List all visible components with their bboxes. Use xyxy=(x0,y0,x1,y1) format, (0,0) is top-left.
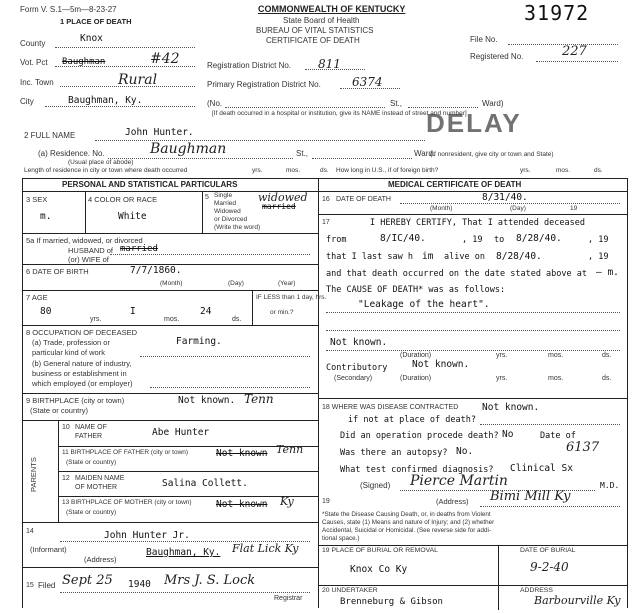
age-label: 7 AGE xyxy=(26,293,48,302)
cause-dur-yrs: yrs. xyxy=(496,352,508,359)
sex-value: m. xyxy=(40,211,52,222)
dob-year: (Year) xyxy=(278,280,296,287)
occupation-label: 8 OCCUPATION OF DECEASED xyxy=(26,328,137,337)
cause-dur-mos: mos. xyxy=(548,352,564,359)
registrar-signature: Mrs J. S. Lock xyxy=(164,573,256,588)
file-no-label: File No. xyxy=(470,35,498,44)
vot-pct-label: Vot. Pct xyxy=(20,58,48,67)
delay-stamp: DELAY xyxy=(426,108,522,138)
registered-no-label: Registered No. xyxy=(470,52,524,61)
burial-date-label: DATE OF BURIAL xyxy=(520,547,576,554)
registrar-label: Registrar xyxy=(274,595,303,602)
md-label: M.D. xyxy=(600,481,620,490)
certificate-title: CERTIFICATE OF DEATH xyxy=(266,36,360,45)
us-yrs: yrs. xyxy=(520,167,531,174)
father-value: Abe Hunter xyxy=(152,427,210,438)
certify-num: 17 xyxy=(322,219,330,226)
occ-b-line2: business or establishment in xyxy=(32,369,127,378)
informant-label: (Informant) xyxy=(30,545,67,554)
marital-single: Single xyxy=(214,192,233,199)
dod-19: 19 xyxy=(570,205,578,212)
full-name-label: 2 FULL NAME xyxy=(24,131,76,140)
occupation-value: Farming. xyxy=(176,336,222,347)
length-mos: mos. xyxy=(286,167,301,174)
cause-label: The CAUSE OF DEATH* was as follows: xyxy=(326,285,506,295)
mother-bp-typed: Not known xyxy=(216,499,268,510)
operation-label: Did an operation procede death? xyxy=(340,431,499,441)
from-19: , 19 xyxy=(462,235,483,245)
footnote-3: Accidental, Suicidal or Homicidal. (See reverse side for addi- xyxy=(322,527,492,534)
city-no-label: (No. xyxy=(207,99,223,108)
usual-place: (Usual place of abode) xyxy=(68,159,134,166)
wife-label: (or) WIFE of xyxy=(68,255,109,264)
length-residence: Length of residence in city or town where death occurred xyxy=(24,167,188,174)
filed-date: Sept 25 xyxy=(62,573,113,588)
dod-value: 8/31/40. xyxy=(482,192,528,203)
mother-value: Salina Collett. xyxy=(162,478,248,489)
father-bp-hw: Tenn xyxy=(276,443,304,456)
cause-dur-ds: ds. xyxy=(602,352,612,359)
from-label: from xyxy=(326,235,347,245)
med-date-label: 19 xyxy=(322,498,330,505)
contributory-value: Not known. xyxy=(412,359,470,370)
med-address-value: Bimi Mill Ky xyxy=(490,489,571,504)
marital-num: 5 xyxy=(205,194,209,201)
personal-section-title: PERSONAL AND STATISTICAL PARTICULARS xyxy=(62,180,238,189)
father-bp-typed: Not known xyxy=(216,448,268,459)
board-title: State Board of Health xyxy=(283,16,360,25)
county-label: County xyxy=(20,39,46,48)
city-st-label: St., xyxy=(390,99,403,108)
filed-label: Filed xyxy=(38,581,56,590)
last-saw-label: that I last saw h xyxy=(326,252,413,262)
to-label: to xyxy=(494,235,505,245)
medical-section-title: MEDICAL CERTIFICATE OF DEATH xyxy=(388,180,522,189)
undertaker-value: Brenneburg & Gibson xyxy=(340,597,443,607)
mother-bp-hw: Ky xyxy=(280,495,294,508)
marital-struck: married xyxy=(262,202,296,211)
birthplace-typed: Not known. xyxy=(178,395,236,406)
sex-label: 3 SEX xyxy=(26,195,48,204)
contrib-duration-label: (Duration) xyxy=(400,375,432,382)
dod-label: DATE OF DEATH xyxy=(336,196,391,203)
to-value: 8/28/40. xyxy=(516,233,562,244)
birthplace-sub: (State or country) xyxy=(30,406,88,415)
certify-text: I HEREBY CERTIFY, That I attended deceased xyxy=(370,218,585,228)
cause-value: "Leakage of the heart". xyxy=(358,299,490,310)
mother-num: 12 xyxy=(62,475,70,482)
city-value: Baughman, Ky. xyxy=(68,95,143,106)
age-ds-unit: ds. xyxy=(232,316,242,323)
inc-town-value: Rural xyxy=(118,72,158,88)
dob-day: (Day) xyxy=(228,280,244,287)
signed-label: (Signed) xyxy=(360,481,391,490)
occ-b-line3: which employed (or employer) xyxy=(32,379,133,388)
autopsy-label: Was there an autopsy? xyxy=(340,448,448,458)
footnote-4: tional space.) xyxy=(322,535,360,542)
father-bp-sub: (State or country) xyxy=(66,459,117,466)
alive-19: , 19 xyxy=(588,252,609,262)
address-hw: Flat Lick Ky xyxy=(232,542,299,555)
test-value: Clinical Sx xyxy=(510,463,573,474)
vot-pct-value: #42 xyxy=(150,51,180,67)
color-label: 4 COLOR OR RACE xyxy=(88,195,158,204)
residence-label: (a) Residence. No. xyxy=(38,149,105,158)
age-mos: I xyxy=(130,306,136,317)
contributory-label: Contributory xyxy=(326,363,388,373)
alive-on-value: 8/28/40. xyxy=(496,251,542,262)
cause-duration-value: Not known. xyxy=(330,337,388,348)
alive-on-label: alive on xyxy=(444,252,485,262)
spouse-label: 5a If married, widowed, or divorced xyxy=(26,236,143,245)
operation-date: 6137 xyxy=(566,440,600,455)
residence-st: St., xyxy=(296,149,309,158)
reg-district-value: 811 xyxy=(318,57,341,71)
test-label: What test confirmed diagnosis? xyxy=(340,465,494,475)
age-mos-unit: mos. xyxy=(164,316,180,323)
length-ds: ds. xyxy=(320,167,329,174)
death-at-value: — m. xyxy=(596,267,619,278)
inc-town-label: Inc. Town xyxy=(20,78,54,87)
husband-value: married xyxy=(120,244,158,254)
commonwealth-title: COMMONWEALTH OF KENTUCKY xyxy=(258,4,406,14)
last-saw-value: im xyxy=(422,251,434,262)
footnote-2: Causes, state (1) Means and nature of Injury; and (2) whether xyxy=(322,519,495,526)
marital-value: widowed xyxy=(258,191,308,204)
certificate-number: 31972 xyxy=(524,1,590,25)
undertaker-address-value: Barbourville Ky xyxy=(534,594,621,607)
burial-place-value: Knox Co Ky xyxy=(350,564,408,575)
parents-label: PARENTS xyxy=(29,457,38,492)
dob-value: 7/7/1860. xyxy=(130,265,182,276)
less-than-label: IF LESS than 1 day, hrs. xyxy=(256,294,327,301)
autopsy-value: No. xyxy=(456,446,474,457)
undertaker-address-label: ADDRESS xyxy=(520,587,553,594)
marital-married: Married xyxy=(214,200,237,207)
city-label: City xyxy=(20,97,34,106)
marital-divorced: or Divorced xyxy=(214,216,248,223)
bureau-title: BUREAU OF VITAL STATISTICS xyxy=(256,26,374,35)
occ-b-line1: (b) General nature of industry, xyxy=(32,359,132,368)
dob-month: (Month) xyxy=(160,280,183,287)
vot-pct-struck: Baughman xyxy=(62,57,106,67)
age-yrs: 80 xyxy=(40,306,52,317)
hospital-note: [If death occurred in a hospital or institution, give its NAME instead of street and number] xyxy=(212,110,467,117)
if-not-place: if not at place of death? xyxy=(348,415,476,425)
primary-reg-label: Primary Registration District No. xyxy=(207,80,321,89)
burial-place-label: 19 PLACE OF BURIAL OR REMOVAL xyxy=(322,547,438,554)
footnote-1: *State the Disease Causing Death, or, in deaths from Violent xyxy=(322,511,491,518)
place-of-death-heading: 1 PLACE OF DEATH xyxy=(60,17,132,26)
date-of-label: Date of xyxy=(540,431,576,441)
dob-label: 6 DATE OF BIRTH xyxy=(26,267,89,276)
contrib-dur-ds: ds. xyxy=(602,375,612,382)
city-ward-label: Ward) xyxy=(482,99,504,108)
nonresident-note: (If nonresident, give city or town and State) xyxy=(430,151,554,158)
secondary-label: (Secondary) xyxy=(334,375,373,382)
marital-widowed: Widowed xyxy=(214,208,241,215)
full-name-value: John Hunter. xyxy=(125,127,194,138)
filed-num: 15 xyxy=(26,582,34,589)
how-long-us: How long in U.S., if of foreign birth? xyxy=(336,167,439,174)
mother-label-2: OF MOTHER xyxy=(75,484,117,491)
birthplace-hw: Tenn xyxy=(244,392,274,406)
from-value: 8/IC/40. xyxy=(380,233,426,244)
med-address-label: (Address) xyxy=(436,497,469,506)
mother-bp-sub: (State or country) xyxy=(66,509,117,516)
us-mos: mos. xyxy=(556,167,571,174)
dod-month: (Month) xyxy=(430,205,453,212)
occ-a-line2: particular kind of work xyxy=(32,348,105,357)
informant-value: John Hunter Jr. xyxy=(104,530,190,541)
contrib-dur-yrs: yrs. xyxy=(496,375,508,382)
father-label-1: NAME OF xyxy=(75,424,107,431)
mother-label-1: MAIDEN NAME xyxy=(75,475,125,482)
undertaker-label: 20 UNDERTAKER xyxy=(322,587,378,594)
form-label: Form V. S.1—5m—8-23-27 xyxy=(20,5,117,14)
where-contracted-value: Not known. xyxy=(482,402,540,413)
filed-year: 1940 xyxy=(128,579,151,590)
informant-num: 14 xyxy=(26,528,34,535)
address-label: (Address) xyxy=(84,555,117,564)
occ-a-line1: (a) Trade, profession or xyxy=(32,338,110,347)
registered-no-value: 227 xyxy=(562,44,587,59)
reg-district-label: Registration District No. xyxy=(207,61,292,70)
to-19: , 19 xyxy=(588,235,609,245)
father-label-2: FATHER xyxy=(75,433,103,440)
address-value: Baughman, Ky. xyxy=(146,547,221,558)
age-days: 24 xyxy=(200,306,212,317)
or-min-label: or min.? xyxy=(270,309,294,316)
birthplace-label: 9 BIRTHPLACE (city or town) xyxy=(26,396,125,405)
burial-date-value: 9-2-40 xyxy=(530,560,569,574)
marital-write: (Write the word) xyxy=(214,224,261,231)
death-occurred-label: and that death occurred on the date stated above at xyxy=(326,269,587,279)
dod-day: (Day) xyxy=(510,205,526,212)
father-bp-label: 11 BIRTHPLACE OF FATHER (city or town) xyxy=(62,449,189,456)
cause-duration-label: (Duration) xyxy=(400,352,432,359)
county-value: Knox xyxy=(80,33,103,44)
color-value: White xyxy=(118,211,147,222)
contrib-dur-mos: mos. xyxy=(548,375,564,382)
residence-value: Baughman xyxy=(150,141,227,157)
husband-label: HUSBAND of xyxy=(68,246,114,255)
dod-num: 16 xyxy=(322,196,330,203)
us-ds: ds. xyxy=(594,167,603,174)
father-num: 10 xyxy=(62,424,70,431)
where-contracted-label: 18 WHERE WAS DISEASE CONTRACTED xyxy=(322,404,459,411)
age-yrs-unit: yrs. xyxy=(90,316,102,323)
primary-reg-value: 6374 xyxy=(352,75,383,89)
residence-ward: Ward. xyxy=(414,149,436,158)
length-yrs: yrs. xyxy=(252,167,263,174)
signed-value: Pierce Martin xyxy=(410,473,508,489)
operation-value: No xyxy=(502,429,514,440)
mother-bp-label: 13 BIRTHPLACE OF MOTHER (city or town) xyxy=(62,499,192,506)
